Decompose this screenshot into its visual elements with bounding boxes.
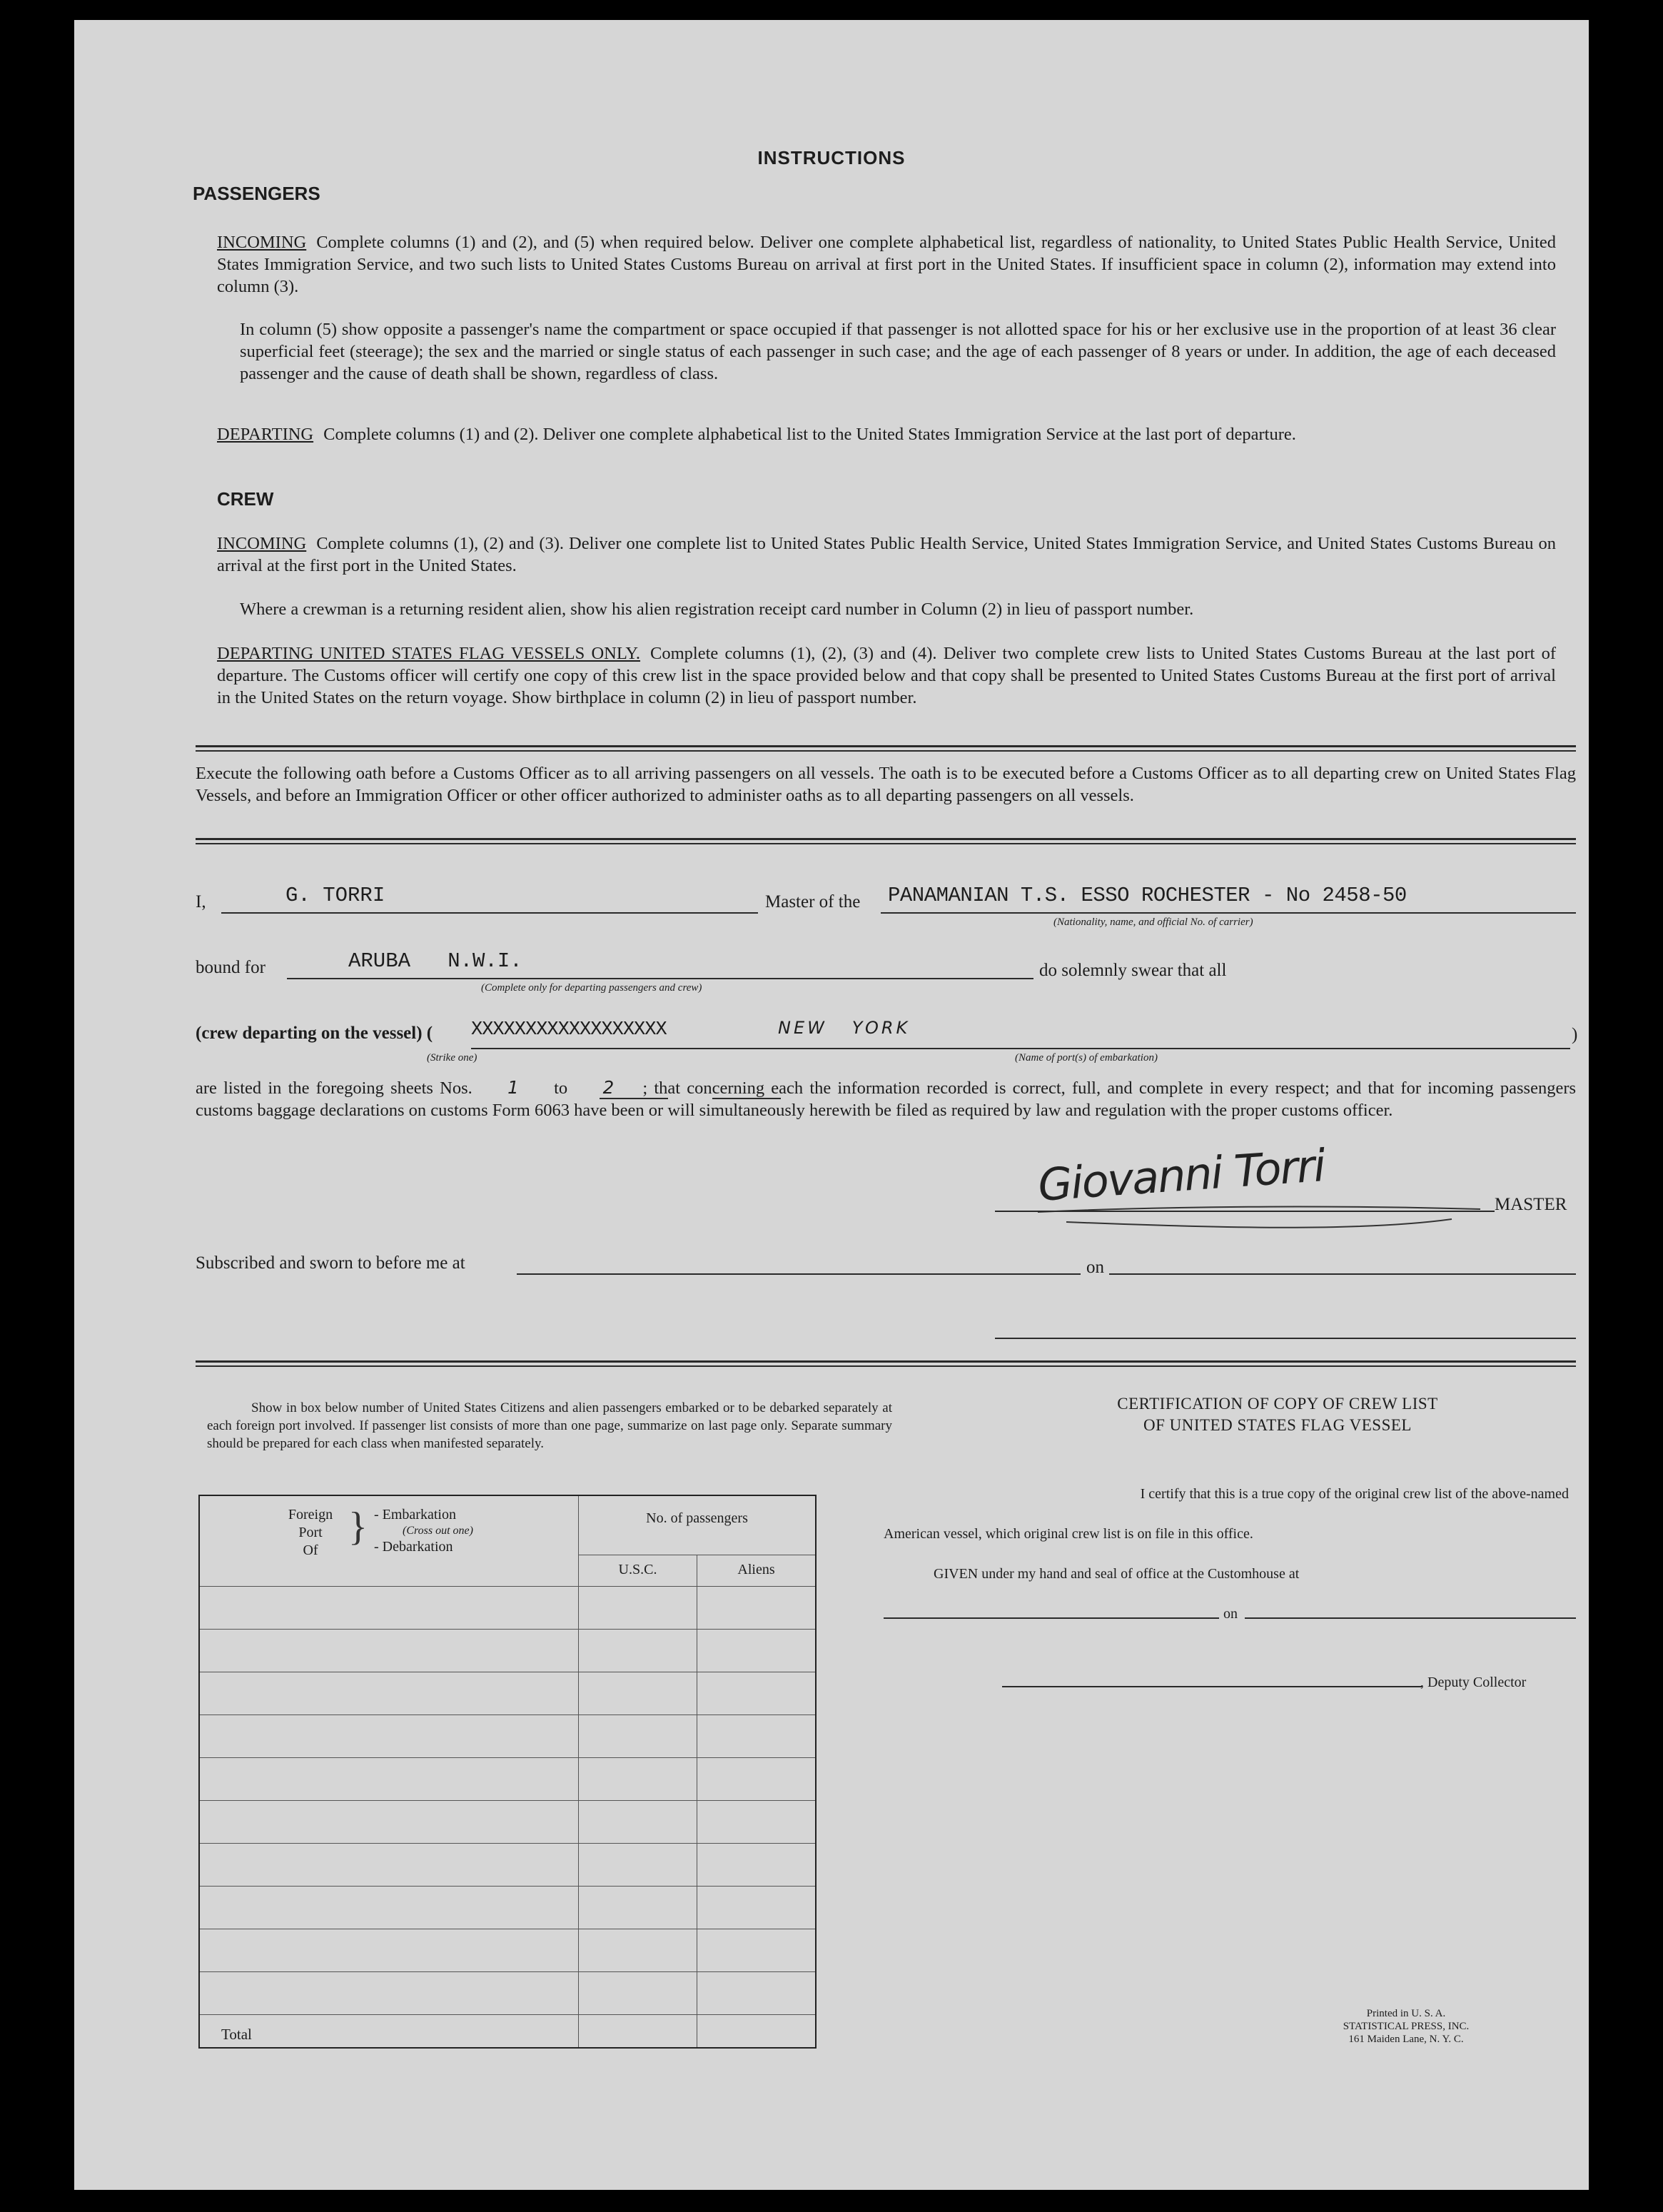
listed-rest: ; that concerning each the information recorded is correct, full, and complete in every respect; and that for incoming passengers customs baggage declarations on customs Form 6063 have been or will simultaneously herewith be filed as required by law and regulation with the proper customs officer. — [196, 1079, 1577, 1120]
section-divider — [196, 838, 1576, 840]
crew-resident-alien-note: Where a crewman is a returning resident alien, show his alien registration receipt card number in Column (2) in lieu of passport number. — [240, 600, 1194, 619]
passengers-incoming-label: INCOMING — [217, 233, 307, 252]
form-page — [74, 20, 1589, 2190]
subscribed-place-field — [517, 1255, 1081, 1275]
port-value: NEW YORK — [778, 1018, 911, 1038]
master-signature: Giovanni Torri — [1036, 1139, 1326, 1211]
struck-out-text: XXXXXXXXXXXXXXXXXX — [471, 1019, 667, 1041]
certification-date-field — [1245, 1603, 1576, 1619]
given-text: GIVEN under my hand and seal of office at the Customhouse at — [934, 1566, 1300, 1582]
crew-incoming-label: INCOMING — [217, 534, 307, 553]
deputy-collector-label: , Deputy Collector — [1420, 1675, 1527, 1690]
deputy-collector-signature-line — [1002, 1672, 1422, 1687]
section-divider — [196, 750, 1576, 752]
section-divider — [196, 1365, 1576, 1367]
officer-signature-line — [995, 1319, 1576, 1339]
usc-header: U.S.C. — [618, 1562, 657, 1577]
crew-departing-text: Complete columns (1), (2), (3) and (4). Deliver two complete crew lists to United States Customs Bureau at the last port of departure. The Customs officer will certify one copy of this crew list in the space provided below and that copy shall be presented to United States Customs Bureau at the first port of arrival in the United States on the return voyage. Show birthplace in column (2) in lieu of passport number. — [217, 644, 1556, 707]
listed-label: are listed in the foregoing sheets Nos. — [196, 1079, 472, 1098]
passengers-departing-label: DEPARTING — [217, 425, 314, 444]
printer-imprint: Printed in U. S. A. STATISTICAL PRESS, INC. 161 Maiden Lane, N. Y. C. — [1343, 2008, 1470, 2045]
certification-on-label: on — [1223, 1606, 1238, 1622]
master-label: MASTER — [1495, 1195, 1567, 1214]
embarkation-header: - Embarkation (Cross out one) - Debarkation — [374, 1507, 473, 1555]
crew-heading: CREW — [217, 488, 274, 510]
total-label: Total — [221, 2026, 252, 2043]
crew-incoming-text: Complete columns (1), (2) and (3). Deliver one complete list to United States Public Health Service, United States Immigration Service, and United States Customs Bureau on arrival at the first port in the United States. — [217, 534, 1556, 575]
oath-paragraph — [196, 1076, 1576, 1121]
section-divider — [196, 843, 1576, 844]
certify-line2: American vessel, which original crew list is on file in this office. — [884, 1526, 1253, 1542]
passengers-incoming-text: Complete columns (1) and (2), and (5) when required below. Deliver one complete alphabetical list, regardless of nationality, to United States Public Health Service, United States Immigration Service, and two such lists to United States Customs Bureau on arrival at first port in the United States. If insufficient space in column (2), information may extend into column (3). — [217, 233, 1556, 296]
master-of-label: Master of the — [765, 892, 861, 911]
section-divider — [196, 1360, 1576, 1363]
crew-departing-phrase: (crew departing on the vessel) ( — [196, 1024, 433, 1043]
crew-departing — [217, 642, 1556, 709]
certification-title — [956, 1393, 1599, 1436]
vessel-value: PANAMANIAN T.S. ESSO ROCHESTER - No 2458-50 — [888, 884, 1407, 907]
customhouse-field — [884, 1603, 1219, 1619]
master-signature-line — [995, 1191, 1495, 1212]
brace: } — [348, 1505, 368, 1549]
closing-paren: ) — [1572, 1025, 1578, 1044]
certification-title-line2: OF UNITED STATES FLAG VESSEL — [1143, 1416, 1412, 1434]
swear-text: do solemnly swear that all — [1039, 961, 1227, 980]
crew-departing-label: DEPARTING UNITED STATES FLAG VESSELS ONLY. — [217, 644, 641, 663]
to-label: to — [554, 1079, 568, 1098]
oath-i-label: I, — [196, 892, 206, 911]
passengers-heading: PASSENGERS — [193, 183, 320, 204]
section-divider — [196, 745, 1576, 747]
subscribed-on-label: on — [1086, 1258, 1104, 1277]
certify-line1: I certify that this is a true copy of the original crew list of the above-named — [1140, 1486, 1569, 1502]
column5-instructions: In column (5) show opposite a passenger's name the compartment or space occupied if that passenger is not allotted space for his or her exclusive use in the proportion of at least 36 clear superficial feet (steerage); the sex and the married or single status of each passenger in such case; and the age of each passenger of 8 years or under. In addition, the age of each deceased passenger and the cause of death shall be shown, regardless of class. — [240, 320, 1556, 383]
subscribed-date-field — [1109, 1255, 1576, 1275]
vessel-caption: (Nationality, name, and official No. of carrier) — [1053, 916, 1253, 928]
port-caption: (Name of port(s) of embarkation) — [1015, 1052, 1158, 1064]
sheet-from-value: 1 — [507, 1077, 519, 1098]
certification-title-line1: CERTIFICATION OF COPY OF CREW LIST — [1117, 1395, 1438, 1413]
passengers-departing-text: Complete columns (1) and (2). Deliver one complete alphabetical list to the United States Immigration Service at the last port of departure. — [323, 425, 1296, 444]
bound-for-value: ARUBA N.W.I. — [348, 949, 522, 973]
no-passengers-header: No. of passengers — [646, 1510, 748, 1526]
subscribed-label: Subscribed and sworn to before me at — [196, 1253, 465, 1273]
summary-intro: Show in box below number of United States Citizens and alien passengers embarked or to be debarked separately at each foreign port involved. If passenger list consists of more than one page, summarize on last page only. Separate summary should be prepared for each class when manifested separately. — [207, 1400, 892, 1451]
sheet-to-value: 2 — [602, 1077, 615, 1098]
bound-for-caption: (Complete only for departing passengers and crew) — [481, 982, 702, 994]
oath-instructions: Execute the following oath before a Customs Officer as to all arriving passengers on all vessels. The oath is to be executed before a Customs Officer as to all departing crew on United States Flag Vessels, and before an Immigration Officer or other officer authorized to administer oaths as to all departing passengers on all vessels. — [196, 764, 1576, 805]
strike-caption: (Strike one) — [427, 1052, 477, 1064]
foreign-port-of-header: Foreign Port Of — [288, 1507, 333, 1558]
crew-incoming — [217, 532, 1556, 577]
page-title: INSTRUCTIONS — [757, 147, 906, 168]
passenger-summary-table — [198, 1495, 817, 2049]
bound-for-label: bound for — [196, 958, 266, 977]
passengers-incoming — [217, 231, 1556, 298]
passengers-departing — [217, 423, 1556, 445]
aliens-header: Aliens — [737, 1562, 775, 1577]
master-name-value: G. TORRI — [285, 884, 385, 907]
